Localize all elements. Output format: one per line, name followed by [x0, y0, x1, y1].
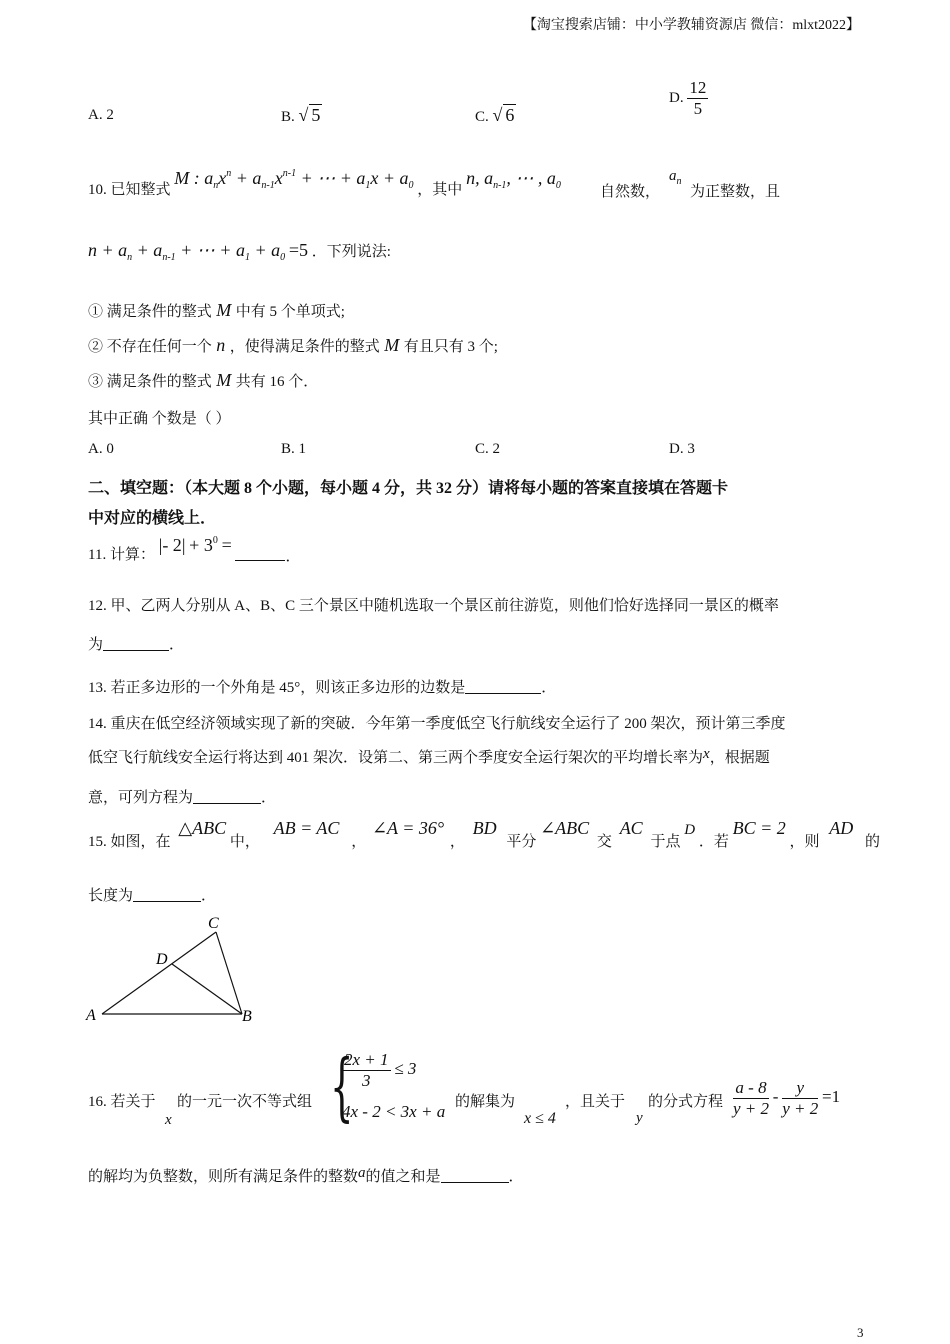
q16-and: ，且关于	[565, 1094, 626, 1110]
q9-d-num: 12	[689, 78, 707, 97]
page-number: 3	[857, 1325, 864, 1340]
q10-question: 其中正确 个数是（ ）	[88, 411, 231, 427]
label-b: B	[242, 1008, 252, 1025]
q16-ineq1-den: 3	[362, 1071, 371, 1090]
q16-f2-den: y + 2	[782, 1099, 819, 1118]
q16-ineq1-num: 2x + 1	[344, 1050, 389, 1069]
q9-b-label: B.	[281, 109, 295, 125]
q16-rhs: =1	[821, 1086, 841, 1106]
q13: 13. 若正多边形的一个外角是 45°，则该正多边形的边数是 ．	[88, 680, 557, 696]
q10-statement-1: ① 满足条件的整式 M 中有 5 个单项式;	[88, 300, 345, 320]
q10-condition: $n + a_n + a_{n-1}$ + ⋯ + $a_1 + a_0 =5$ ．下列说法:	[88, 240, 391, 263]
q9-c-radicand: 6	[505, 105, 515, 125]
q16-minus: -	[772, 1086, 779, 1106]
q10-cond-tail: ．下列说法:	[311, 244, 391, 260]
q14-line1: 14. 重庆在低空经济领域实现了新的突破．今年第一季度低空飞行航线安全运行了 200 架次，预计第三季度	[88, 716, 786, 732]
label-c: C	[208, 915, 219, 932]
q16-mid: 的一元一次不等式组	[177, 1094, 313, 1110]
q16-sol: x ≤ 4	[524, 1110, 556, 1127]
q9-option-b: B. √ 5	[281, 105, 321, 125]
q10-statement-2: ② 不存在任何一个 n ，使得满足条件的整式 M 有且只有 3 个;	[88, 335, 498, 355]
q16-f1-num: a - 8	[733, 1078, 769, 1099]
q10-vars: n, $a_{n-1}$, ⋯ , $a_0$	[466, 168, 561, 191]
q9-d-den: 5	[693, 99, 703, 118]
q9-option-d	[669, 78, 708, 119]
q10-intro: 10. 已知整式	[88, 182, 171, 198]
q10-option-c: C. 2	[475, 441, 501, 457]
q10-option-b: B. 1	[281, 441, 307, 457]
q10-option-a: A. 0	[88, 441, 114, 457]
q10-option-d: D. 3	[669, 441, 695, 457]
section-2-heading-cont: 中对应的横线上．	[88, 510, 217, 527]
q10-positive: 为正整数，且	[690, 184, 781, 200]
q15-line1: 15. 如图，在 △ABC 中， AB = AC ， ∠A = 36° ， BD 平分 ∠ABC 交 AC 于点 D ．若 BC = 2 ，则 AD 的	[88, 818, 881, 850]
q9-d-label: D.	[669, 90, 684, 106]
q10-mid: ，其中	[417, 182, 463, 198]
q16-line2: 的解均为负整数，则所有满足条件的整数a的值之和是 ．	[88, 1165, 524, 1185]
q12-line1: 12. 甲、乙两人分别从 A、B、C 三个景区中随机选取一个景区前往游览，则他们恰好选择同一景区的概率	[88, 598, 779, 614]
q9-option-c: C. √ 6	[475, 105, 515, 125]
q10-cond-rhs: =5	[288, 240, 309, 260]
q16-ineq1-rel: ≤ 3	[394, 1058, 417, 1078]
q16-x: x	[165, 1112, 172, 1128]
q9-option-a: A. 2	[88, 107, 114, 123]
q9-b-radicand: 5	[311, 105, 321, 125]
segment-bd	[172, 964, 242, 1014]
q12-line2: 为 ．	[88, 637, 185, 653]
q14-line3: 意，可列方程为 ．	[88, 790, 277, 806]
q16-solset: 的解集为	[455, 1094, 516, 1110]
q10-stem	[88, 168, 561, 199]
q14-line2: 低空飞行航线安全运行将达到 401 架次．设第二、第三两个季度安全运行架次的平均增长率为x，根据题	[88, 746, 770, 766]
q16-ineq2: 4x - 2 < 3x + a	[342, 1102, 446, 1121]
side-bc	[216, 932, 242, 1014]
q15-line2: 长度为 ．	[88, 888, 217, 904]
label-a: A	[86, 1007, 96, 1024]
q16-intro: 16. 若关于	[88, 1094, 156, 1110]
q10-poly: M : $a_nx^n + a_{n-1}x^{n-1}$ + ⋯ + $a_1x + a_0$	[174, 168, 414, 191]
side-ac	[102, 932, 216, 1014]
section-2-heading: 二、填空题：（本大题 8 个小题，每小题 4 分，共 32 分）请将每小题的答案直接填在答题卡	[88, 480, 729, 497]
q16-eqn-label: 的分式方程	[648, 1094, 724, 1110]
triangle-figure	[80, 910, 270, 1030]
q16-fraction-equation	[733, 1078, 840, 1119]
q9-c-label: C.	[475, 109, 489, 125]
header-note: 【淘宝搜索店铺：中小学教辅资源店 微信：mlxt2022】	[522, 18, 860, 33]
q11: 11. 计算： |- $2| + 3^0$ = ．	[88, 535, 301, 565]
q10-an: $a_n$	[669, 168, 682, 187]
q10-natural: 自然数，	[600, 184, 661, 200]
q10-statement-3: ③ 满足条件的整式 M 共有 16 个．	[88, 370, 319, 390]
q16-f2-num: y	[782, 1078, 818, 1099]
q16-f1-den: y + 2	[733, 1099, 770, 1118]
label-d: D	[156, 951, 168, 968]
q16-y: y	[636, 1110, 643, 1126]
